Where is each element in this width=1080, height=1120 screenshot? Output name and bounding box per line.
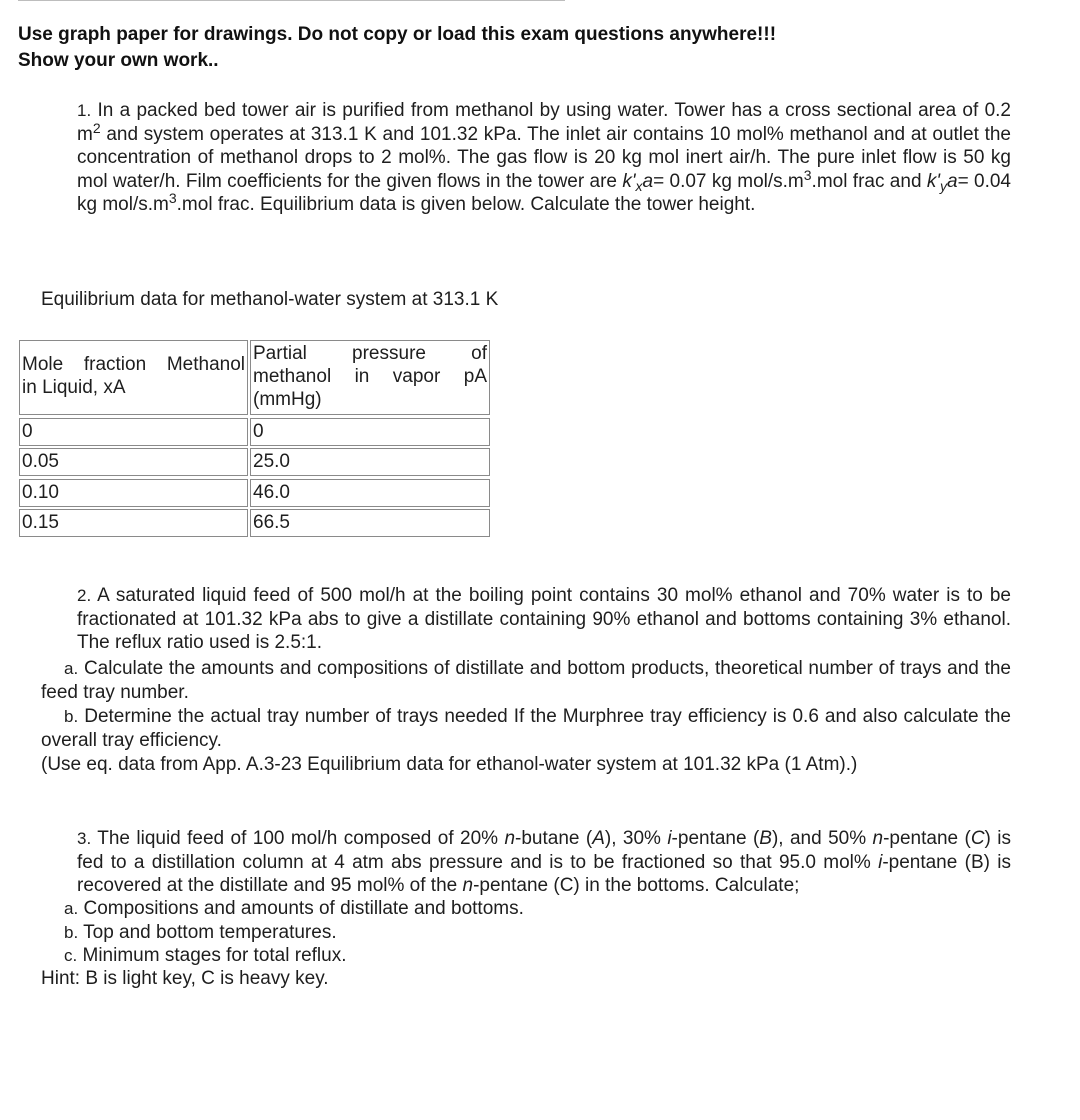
table-cell-p: 66.5: [250, 509, 490, 537]
question-2b: b. Determine the actual tray number of trays needed If the Murphree tray efficiency is 0.6 and also calculate the overall tray efficiency.: [41, 706, 1011, 751]
exam-instruction: Use graph paper for drawings. Do not copy or load this exam questions anywhere!!!: [18, 24, 777, 45]
question-3: 3. The liquid feed of 100 mol/h composed of 20% n-butane (A), 30% i-pentane (B), and 50% n-pentane (C) is fed to a distillation column at 4 atm abs pressure and is to be fractioned so that 95.0 mol% i-pentane (B) is recovered at the distillate and 95 mol% of the n-pentane (C) in the bottoms. Calculate;: [77, 828, 1011, 896]
question-3b: b. Top and bottom temperatures.: [64, 922, 337, 943]
exam-instruction-2: Show your own work..: [18, 50, 219, 71]
question-2-number: 2.: [77, 586, 92, 605]
question-2: 2. A saturated liquid feed of 500 mol/h at the boiling point contains 30 mol% ethanol and 70% water is to be fractionated at 101.32 kPa abs to give a distillate containing 90% ethanol and bottoms containing 3% ethanol. The reflux ratio used is 2.5:1.: [77, 585, 1011, 653]
question-3a: a. Compositions and amounts of distillate and bottoms.: [64, 898, 524, 919]
table-cell-x: 0: [19, 418, 248, 446]
table-cell-x: 0.10: [19, 479, 248, 507]
table-header-vapor: Partial pressure of methanol in vapor pA (mmHg): [250, 340, 490, 415]
table-cell-p: 46.0: [250, 479, 490, 507]
table-cell-p: 0: [250, 418, 490, 446]
table-header-liquid: Mole fraction Methanol in Liquid, xA: [19, 340, 248, 415]
question-2-note: (Use eq. data from App. A.3-23 Equilibrium data for ethanol-water system at 101.32 kPa (1 Atm).): [41, 754, 858, 775]
question-1: 1. In a packed bed tower air is purified from methanol by using water. Tower has a cross sectional area of 0.2 $m^2$ and system operates at 313.1 K and 101.32 kPa. The inlet air contains 10 mol% methanol and at outlet the concentration of methanol drops to 2 mol%. The gas flow is 20 kg mol inert air/h. The pure inlet flow is 50 kg mol water/h. Film coefficients for the given flows in the tower are $k'_xa= 0.07$ kg mol/$s.m^3.mol$ frac and $k'_ya= 0.04$ kg mol/$s.m^3.mol$ frac. Equilibrium data is given below. Calculate the tower height.: [77, 100, 1011, 215]
question-2a: a. Calculate the amounts and compositions of distillate and bottom products, theoretical number of trays and the feed tray number.: [41, 658, 1011, 703]
top-divider: [18, 0, 565, 1]
table-caption: Equilibrium data for methanol-water system at 313.1 K: [41, 289, 499, 310]
question-3c: c. Minimum stages for total reflux.: [64, 945, 347, 966]
table-cell-x: 0.05: [19, 448, 248, 476]
question-1-number: 1.: [77, 101, 92, 120]
question-3-number: 3.: [77, 829, 92, 848]
table-cell-x: 0.15: [19, 509, 248, 537]
question-3-hint: Hint: B is light key, C is heavy key.: [41, 968, 329, 989]
table-cell-p: 25.0: [250, 448, 490, 476]
